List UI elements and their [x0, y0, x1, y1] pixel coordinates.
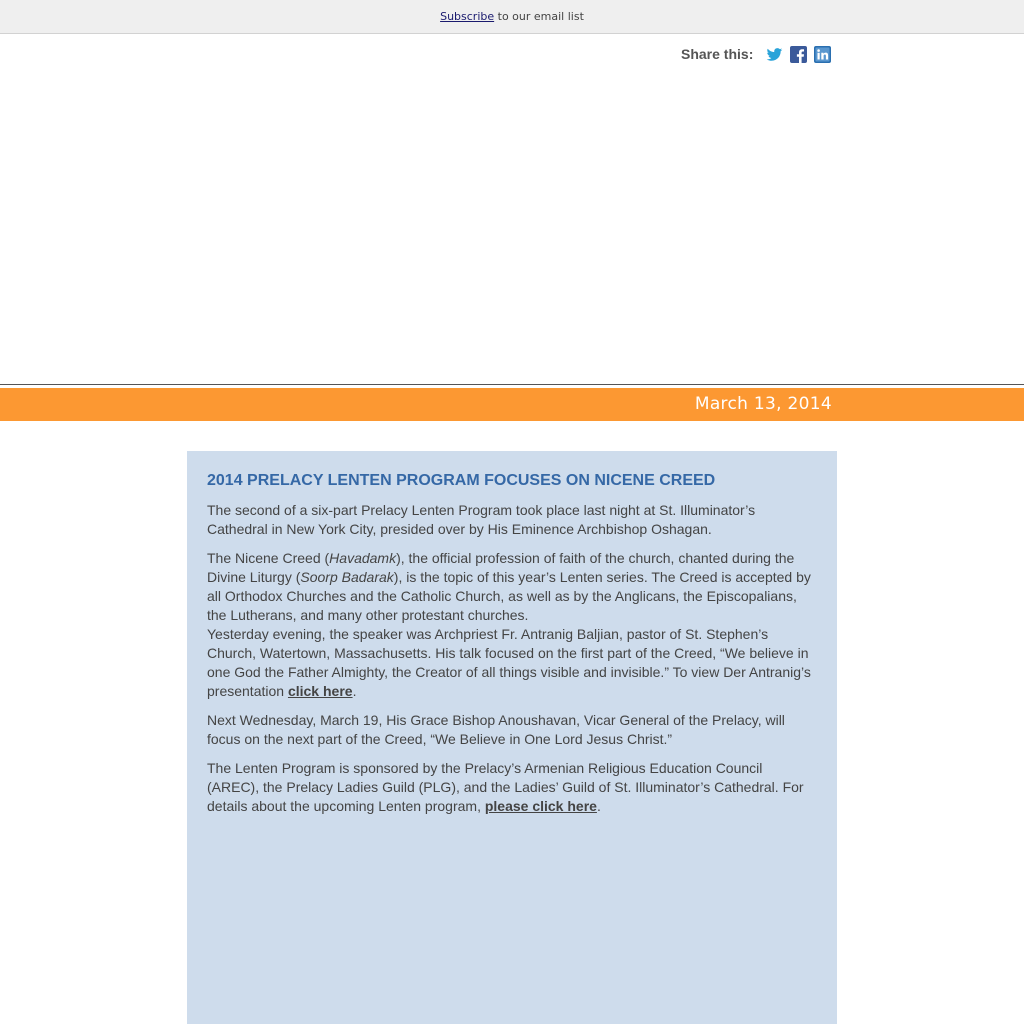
- article-paragraph-4: Next Wednesday, March 19, His Grace Bishop Anoushavan, Vicar General of the Prelacy, will focus on the next part of the Creed, “We Believe in One Lord Jesus Christ.”: [207, 712, 785, 747]
- subscribe-suffix: to our email list: [494, 10, 584, 23]
- header-divider: [0, 384, 1024, 385]
- article-paragraph-1: The second of a six-part Prelacy Lenten Program took place last night at St. Illuminator’s Cathedral in New York City, presided over by His Eminence Archbishop Oshagan.: [207, 502, 756, 537]
- subscribe-bar: [0, 0, 1024, 34]
- article-title: 2014 PRELACY LENTEN PROGRAM FOCUSES ON NICENE CREED: [207, 472, 716, 489]
- presentation-link[interactable]: click here: [287, 683, 353, 699]
- havadamk-term: Havadamk: [329, 550, 397, 566]
- article-paragraph-2: The Nicene Creed (Havadamk), the official profession of faith of the church, chanted during the Divine Liturgy (Soorp Badarak), is the topic of this year’s Lenten series. The Creed is accepted by all Orthodox Churches and the Catholic Church, as well as by the Anglicans, the Episcopalians, the Lutherans, and many other protestant churches.: [207, 550, 811, 623]
- article-card: [187, 451, 837, 1024]
- soorp-badarak-term: Soorp Badarak: [300, 569, 394, 585]
- share-bar: [681, 44, 838, 64]
- subscribe-link[interactable]: Subscribe: [440, 10, 495, 23]
- article-paragraph-5: The Lenten Program is sponsored by the Prelacy’s Armenian Religious Education Council (AREC), the Prelacy Ladies Guild (PLG), and the Ladies’ Guild of St. Illuminator’s Cathedral. For details about the upcoming Lenten program, please click here.: [207, 760, 804, 814]
- date-band: [0, 388, 1024, 421]
- linkedin-icon[interactable]: [814, 46, 831, 63]
- issue-date: March 13, 2014: [694, 394, 832, 414]
- twitter-icon[interactable]: [766, 46, 783, 63]
- facebook-icon[interactable]: [790, 46, 807, 63]
- article-paragraph-3: Yesterday evening, the speaker was Archpriest Fr. Antranig Baljian, pastor of St. Stephen’s Church, Watertown, Massachusetts. His talk focused on the first part of the Creed, “We believe in one God the Father Almighty, the Creator of all things visible and invisible.” To view Der Antranig’s presentation click here.: [207, 626, 811, 699]
- share-label: Share this:: [681, 46, 754, 62]
- lenten-program-link[interactable]: please click here: [484, 798, 597, 814]
